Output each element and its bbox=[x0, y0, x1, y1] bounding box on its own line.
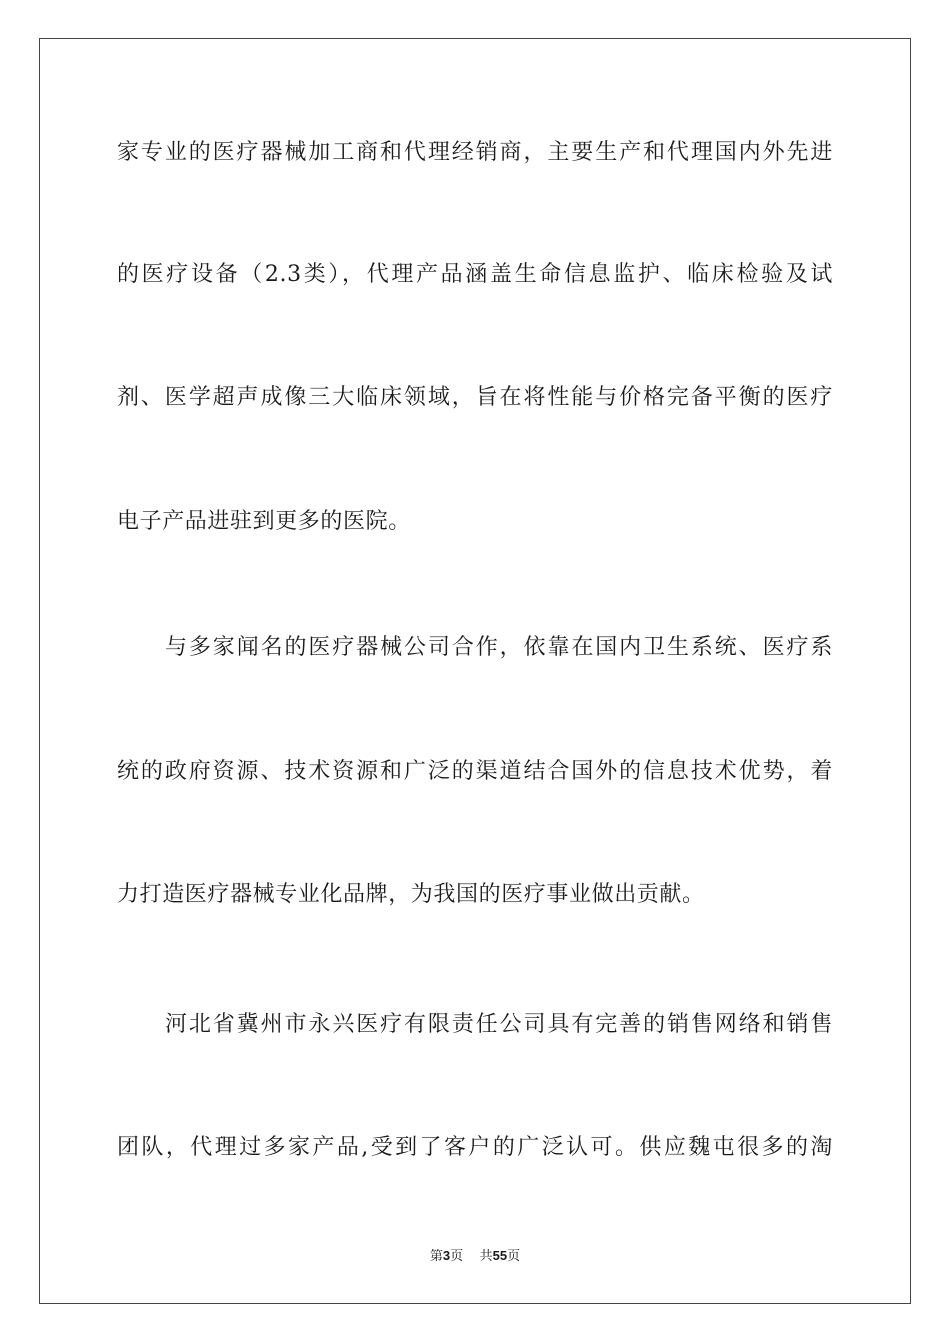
paragraph-first-line: 河北省冀州市永兴医疗有限责任公司具有完善的销售网络和销售 bbox=[165, 1012, 833, 1037]
text-line: 家专业的医疗器械加工商和代理经销商，主要生产和代理国内外先进 bbox=[117, 140, 833, 165]
page-border bbox=[39, 38, 911, 1304]
total-suffix: 页 bbox=[507, 1249, 521, 1264]
page-current: 3 bbox=[442, 1248, 451, 1263]
text-line: 剂、医学超声成像三大临床领域，旨在将性能与价格完备平衡的医疗 bbox=[117, 385, 833, 410]
paragraph-first-line: 与多家闻名的医疗器械公司合作，依靠在国内卫生系统、医疗系 bbox=[165, 635, 833, 660]
text-line: 电子产品进驻到更多的医院。 bbox=[117, 509, 411, 534]
total-prefix: 共 bbox=[479, 1249, 493, 1264]
page-total: 55 bbox=[492, 1248, 508, 1263]
text-line: 团队，代理过多家产品,受到了客户的广泛认可。供应魏屯很多的淘 bbox=[117, 1135, 833, 1160]
text-line: 的医疗设备（2.3类），代理产品涵盖生命信息监护、临床检验及试 bbox=[117, 262, 833, 287]
page-footer bbox=[0, 1247, 950, 1266]
page-prefix: 第 bbox=[429, 1249, 443, 1264]
text-line: 力打造医疗器械专业化品牌，为我国的医疗事业做出贡献。 bbox=[117, 882, 705, 907]
page-suffix: 页 bbox=[450, 1249, 464, 1264]
text-line: 统的政府资源、技术资源和广泛的渠道结合国外的信息技术优势，着 bbox=[117, 759, 833, 784]
